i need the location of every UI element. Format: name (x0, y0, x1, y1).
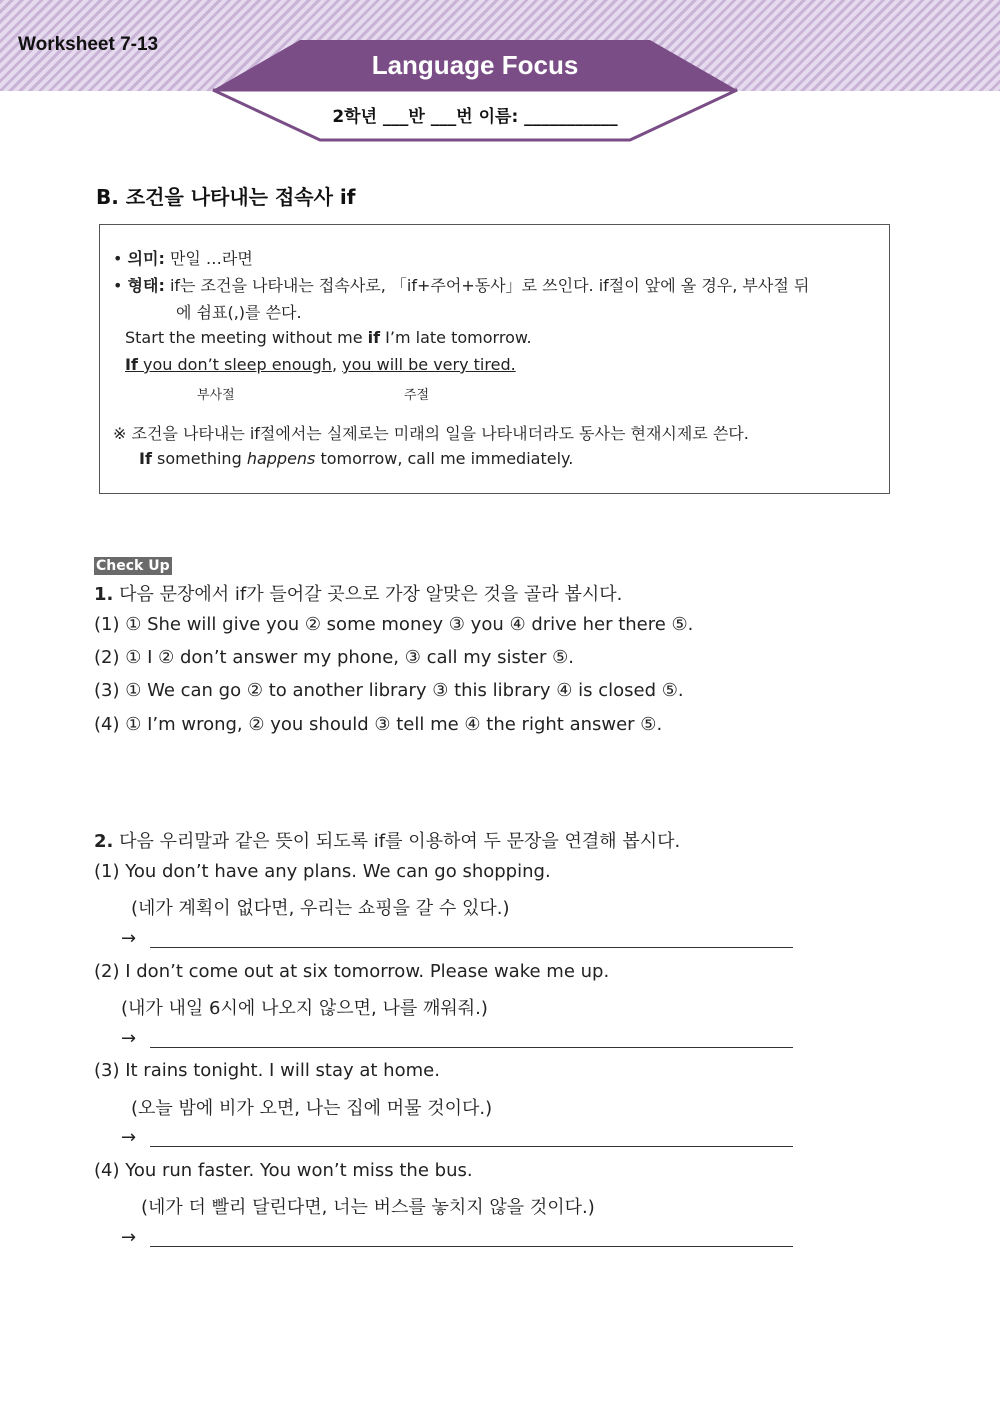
student-name-line[interactable]: 2학년 ___반 ___번 이름: ___________ (332, 107, 618, 127)
arrow-icon: → (121, 1127, 137, 1148)
page-title: Language Focus (371, 50, 579, 80)
question-2-item-english: (2) I don’t come out at six tomorrow. Please wake me up. (94, 961, 610, 982)
question-1-item[interactable]: (4) ① I’m wrong, ② you should ③ tell me ④ the right answer ⑤. (94, 714, 663, 735)
bullet-icon: • (113, 249, 123, 268)
main-clause-label: 주절 (404, 388, 430, 403)
example-2 (125, 355, 516, 374)
example-1-text-a: Start the meeting without me (125, 328, 368, 347)
question-2-item-korean: (네가 계획이 없다면, 우리는 쇼핑을 갈 수 있다.) (131, 898, 510, 919)
example-3-verb: happens (246, 449, 316, 468)
example-1-text-b: I’m late tomorrow. (380, 328, 532, 347)
question-1-item[interactable]: (3) ① We can go ② to another library ③ this library ④ is closed ⑤. (94, 680, 684, 701)
question-1 (94, 580, 622, 606)
example-1-if: if (367, 328, 381, 347)
question-2-number: 2. (94, 831, 114, 852)
question-1-item[interactable]: (2) ① I ② don’t answer my phone, ③ call my sister ⑤. (94, 647, 575, 668)
meaning-label: 의미: (127, 249, 165, 268)
meaning-text: 만일 …라면 (169, 249, 253, 268)
question-2-item-korean: (네가 더 빨리 달린다면, 너는 버스를 놓치지 않을 것이다.) (141, 1197, 595, 1218)
form-text-continued: 에 쉼표(,)를 쓴다. (176, 303, 302, 322)
answer-line[interactable] (150, 1146, 793, 1147)
example-2-comma: , (331, 355, 343, 374)
answer-line[interactable] (150, 1246, 793, 1247)
bullet-icon: • (113, 276, 123, 295)
question-1-number: 1. (94, 584, 114, 605)
arrow-icon: → (121, 1028, 137, 1049)
example-2-clause: you don’t sleep enough (137, 355, 332, 374)
subordinate-clause-label: 부사절 (197, 388, 235, 403)
question-1-item[interactable]: (1) ① She will give you ② some money ③ you ④ drive her there ⑤. (94, 614, 694, 635)
example-3-text-a: something (151, 449, 247, 468)
question-2-text: 다음 우리말과 같은 뜻이 되도록 if를 이용하여 두 문장을 연결해 봅시다. (113, 831, 681, 852)
note: ※ 조건을 나타내는 if절에서는 실제로는 미래의 일을 나타내더라도 동사는 현재시제로 쓴다. (113, 424, 749, 443)
example-2-if: If (125, 355, 138, 374)
example-1 (125, 328, 532, 347)
question-1-text: 다음 문장에서 if가 들어갈 곳으로 가장 알맞은 것을 골라 봅시다. (113, 584, 623, 605)
check-up-badge: Check Up (96, 558, 170, 574)
worksheet-label: Worksheet 7-13 (18, 34, 159, 55)
form-line (113, 273, 809, 296)
example-2-main: you will be very tired. (342, 355, 516, 374)
question-2-item-korean: (오늘 밤에 비가 오면, 나는 집에 머물 것이다.) (131, 1098, 493, 1119)
meaning-line (113, 246, 253, 269)
section-title: B. 조건을 나타내는 접속사 if (96, 185, 356, 209)
arrow-icon: → (121, 928, 137, 949)
question-2-item-korean: (내가 내일 6시에 나오지 않으면, 나를 깨워줘.) (121, 998, 488, 1019)
example-3-if: If (139, 449, 152, 468)
form-text: if는 조건을 나타내는 접속사로, 「if+주어+동사」로 쓰인다. if절이 앞에 올 경우, 부사절 뒤 (169, 276, 810, 295)
question-2-item-english: (4) You run faster. You won’t miss the bus. (94, 1160, 473, 1181)
answer-line[interactable] (150, 1047, 793, 1048)
question-2-item-english: (3) It rains tonight. I will stay at home. (94, 1060, 440, 1081)
answer-line[interactable] (150, 947, 793, 948)
arrow-icon: → (121, 1227, 137, 1248)
example-3 (139, 449, 573, 468)
question-2 (94, 827, 680, 853)
example-3-text-b: tomorrow, call me immediately. (315, 449, 574, 468)
form-label: 형태: (127, 276, 165, 295)
question-2-item-english: (1) You don’t have any plans. We can go shopping. (94, 861, 551, 882)
